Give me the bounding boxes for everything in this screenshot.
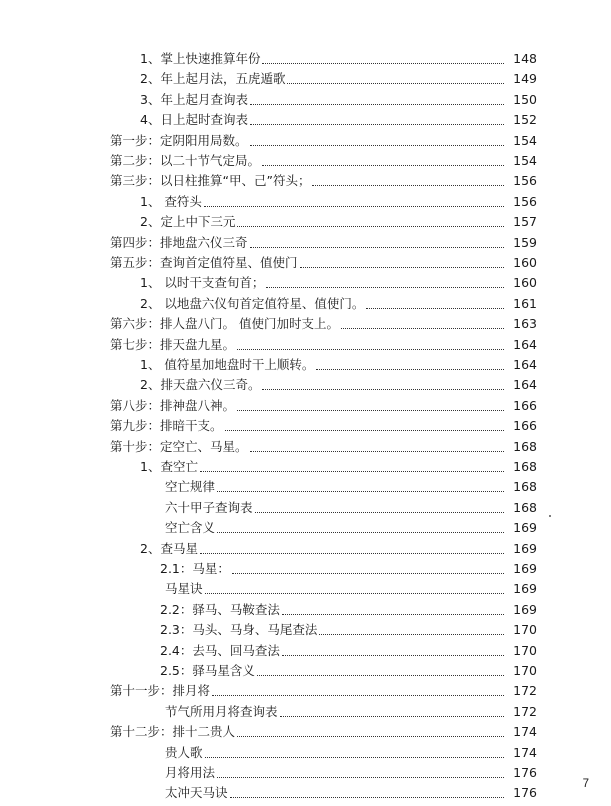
toc-entry-label: 空亡含义 xyxy=(165,520,216,536)
toc-entry-label: 第十一步：排月将 xyxy=(110,683,211,699)
toc-entry-page: 152 xyxy=(513,112,537,128)
toc-entry[interactable] xyxy=(165,763,537,782)
toc-entry-label: 1、查空亡 xyxy=(140,459,198,474)
toc-entry-page: 159 xyxy=(513,234,537,250)
toc-entry-label: 2.2：驿马、马鞍查法 xyxy=(160,601,280,617)
toc-entry[interactable] xyxy=(140,294,537,313)
toc-entry-label: 1、掌上快速推算年份 xyxy=(140,51,261,66)
dot-leader xyxy=(312,184,504,186)
dot-leader xyxy=(237,348,504,350)
toc-entry-label: 4、日上起时查询表 xyxy=(140,112,248,128)
toc-entry-page: 160 xyxy=(513,275,537,291)
toc-entry-page: 154 xyxy=(513,153,537,168)
toc-entry-page: 164 xyxy=(513,377,537,393)
toc-entry[interactable] xyxy=(110,171,537,190)
toc-entry-label: 1、 以时干支查旬首； xyxy=(140,275,265,291)
dot-leader xyxy=(212,694,504,696)
toc-entry-page: 169 xyxy=(513,540,537,556)
toc-entry[interactable] xyxy=(110,131,537,150)
dot-leader xyxy=(257,674,504,676)
toc-entry-page: 166 xyxy=(513,397,537,413)
toc-entry-page: 168 xyxy=(513,459,537,474)
dot-leader xyxy=(255,511,504,513)
dot-leader xyxy=(250,103,504,105)
toc-entry[interactable] xyxy=(140,375,537,394)
toc-entry-label: 2、 以地盘六仪旬首定值符星、值使门。 xyxy=(140,295,365,311)
dot-leader xyxy=(217,490,504,492)
dot-leader xyxy=(200,470,504,472)
dot-leader xyxy=(300,266,504,268)
dot-leader xyxy=(250,450,504,452)
toc-entry[interactable] xyxy=(140,273,537,292)
toc-entry-page: 169 xyxy=(513,520,537,536)
toc-entry-page: 150 xyxy=(513,91,537,107)
toc-entry-label: 第五步：查询首定值符星、值使门 xyxy=(110,255,298,270)
toc-entry-label: 第十二步：排十二贵人 xyxy=(110,724,236,740)
dot-leader xyxy=(262,62,504,64)
scan-speck xyxy=(549,515,551,517)
dot-leader xyxy=(366,307,504,309)
toc-entry-label: 六十甲子查询表 xyxy=(165,499,253,515)
toc-entry[interactable] xyxy=(110,396,537,415)
toc-entry-label: 2、查马星 xyxy=(140,540,198,556)
toc-entry[interactable] xyxy=(140,90,537,109)
toc-entry-page: 168 xyxy=(513,479,537,495)
toc-entry-page: 164 xyxy=(513,336,537,352)
toc-entry-page: 169 xyxy=(513,581,537,597)
toc-entry[interactable] xyxy=(140,49,537,68)
toc-entry[interactable] xyxy=(160,600,537,619)
toc-entry-page: 170 xyxy=(513,622,537,638)
toc-entry-label: 太冲天马诀 xyxy=(165,785,228,801)
toc-entry-label: 2.5：驿马星含义 xyxy=(160,663,255,678)
toc-entry[interactable] xyxy=(160,641,537,660)
toc-entry-page: 149 xyxy=(513,71,537,87)
toc-entry-page: 164 xyxy=(513,357,537,372)
dot-leader xyxy=(204,205,504,207)
toc-entry[interactable] xyxy=(110,416,537,435)
dot-leader xyxy=(280,715,504,717)
dot-leader xyxy=(262,388,504,390)
dot-leader xyxy=(341,327,504,329)
toc-entry[interactable] xyxy=(140,539,537,558)
toc-entry[interactable] xyxy=(110,335,537,354)
toc-entry[interactable] xyxy=(140,69,537,88)
toc-entry[interactable] xyxy=(140,457,537,476)
toc-entry-page: 168 xyxy=(513,499,537,515)
toc-entry[interactable] xyxy=(165,783,537,802)
toc-entry[interactable] xyxy=(165,743,537,762)
toc-entry[interactable] xyxy=(160,620,537,639)
toc-entry-page: 156 xyxy=(513,193,537,209)
toc-entry[interactable] xyxy=(110,233,537,252)
dot-leader xyxy=(282,654,504,656)
toc-entry[interactable] xyxy=(140,355,537,374)
toc-entry-label: 第四步：排地盘六仪三奇 xyxy=(110,234,248,250)
toc-entry[interactable] xyxy=(140,212,537,231)
toc-entry-label: 2、排天盘六仪三奇。 xyxy=(140,377,261,393)
toc-entry[interactable] xyxy=(160,559,537,578)
dot-leader xyxy=(205,756,504,758)
toc-entry[interactable] xyxy=(110,437,537,456)
dot-leader xyxy=(250,246,504,248)
dot-leader xyxy=(282,613,504,615)
toc-entry-label: 2、定上中下三元 xyxy=(140,214,236,230)
dot-leader xyxy=(237,409,504,411)
dot-leader xyxy=(200,552,504,554)
toc-entry-label: 2.3：马头、马身、马尾查法 xyxy=(160,622,318,638)
toc-entry[interactable] xyxy=(165,498,537,517)
toc-entry-page: 174 xyxy=(513,724,537,740)
toc-entry-page: 172 xyxy=(513,703,537,719)
toc-entry[interactable] xyxy=(165,579,537,598)
toc-entry-label: 贵人歌 xyxy=(165,744,203,760)
toc-entry[interactable] xyxy=(165,477,537,496)
dot-leader xyxy=(237,735,504,737)
page-number: 7 xyxy=(582,778,589,790)
toc-entry[interactable] xyxy=(110,314,537,333)
toc-entry-page: 176 xyxy=(513,765,537,780)
toc-entry-label: 马星诀 xyxy=(165,581,203,597)
toc-entry-page: 148 xyxy=(513,51,537,66)
toc-entry-label: 第七步：排天盘九星。 xyxy=(110,336,236,352)
toc-entry-page: 157 xyxy=(513,214,537,230)
toc-entry-page: 169 xyxy=(513,561,537,576)
toc-entry-page: 160 xyxy=(513,255,537,270)
dot-leader xyxy=(262,164,504,166)
toc-entry-page: 168 xyxy=(513,438,537,454)
toc-entry-label: 1、 查符头 xyxy=(140,193,202,209)
dot-leader xyxy=(225,429,504,431)
toc-entry-page: 170 xyxy=(513,642,537,658)
toc-entry-label: 第三步：以日柱推算“甲、己”符头； xyxy=(110,173,311,189)
toc-entry-page: 156 xyxy=(513,173,537,189)
toc-entry-label: 第六步：排人盘八门。 值使门加时支上。 xyxy=(110,316,339,332)
toc-entry-label: 月将用法 xyxy=(165,765,216,780)
dot-leader xyxy=(266,286,504,288)
toc-entry-label: 2、年上起月法，五虎遁歌 xyxy=(140,71,286,87)
dot-leader xyxy=(316,368,504,370)
dot-leader xyxy=(217,776,504,778)
toc-entry[interactable] xyxy=(110,681,537,700)
toc-entry-label: 2.4：去马、回马查法 xyxy=(160,642,280,658)
toc-entry-label: 第九步：排暗干支。 xyxy=(110,418,223,434)
toc-entry[interactable] xyxy=(165,702,537,721)
toc-entry-label: 节气所用月将查询表 xyxy=(165,703,278,719)
dot-leader xyxy=(250,144,504,146)
toc-entry-page: 170 xyxy=(513,663,537,678)
toc-entry-label: 3、年上起月查询表 xyxy=(140,91,248,107)
toc-entry-label: 2.1：马星： xyxy=(160,561,230,576)
toc-entry-label: 第八步：排神盘八神。 xyxy=(110,397,236,413)
toc-entry-page: 172 xyxy=(513,683,537,699)
toc-entry-page: 166 xyxy=(513,418,537,434)
toc-entry[interactable] xyxy=(110,253,537,272)
toc-entry-label: 1、 值符星加地盘时干上顺转。 xyxy=(140,357,315,372)
dot-leader xyxy=(205,592,504,594)
toc-entry-page: 154 xyxy=(513,132,537,148)
toc-entry-page: 161 xyxy=(513,295,537,311)
toc-entry-label: 第十步：定空亡、马星。 xyxy=(110,438,248,454)
toc-entry[interactable] xyxy=(110,722,537,741)
toc-entry[interactable] xyxy=(165,518,537,537)
toc-entry-page: 174 xyxy=(513,744,537,760)
dot-leader xyxy=(237,225,504,227)
dot-leader xyxy=(250,123,504,125)
toc-entry-label: 第二步：以二十节气定局。 xyxy=(110,153,261,168)
toc-entry-page: 176 xyxy=(513,785,537,801)
toc-entry-page: 163 xyxy=(513,316,537,332)
toc-entry[interactable] xyxy=(110,151,537,170)
dot-leader xyxy=(319,633,504,635)
dot-leader xyxy=(230,796,504,798)
toc-entry-label: 第一步：定阴阳用局数。 xyxy=(110,132,248,148)
dot-leader xyxy=(232,572,504,574)
toc-entry[interactable] xyxy=(160,661,537,680)
toc-entry[interactable] xyxy=(140,192,537,211)
toc-entry-page: 169 xyxy=(513,601,537,617)
toc-entry-label: 空亡规律 xyxy=(165,479,216,495)
dot-leader xyxy=(287,82,504,84)
dot-leader xyxy=(217,531,504,533)
toc-entry[interactable] xyxy=(140,110,537,129)
